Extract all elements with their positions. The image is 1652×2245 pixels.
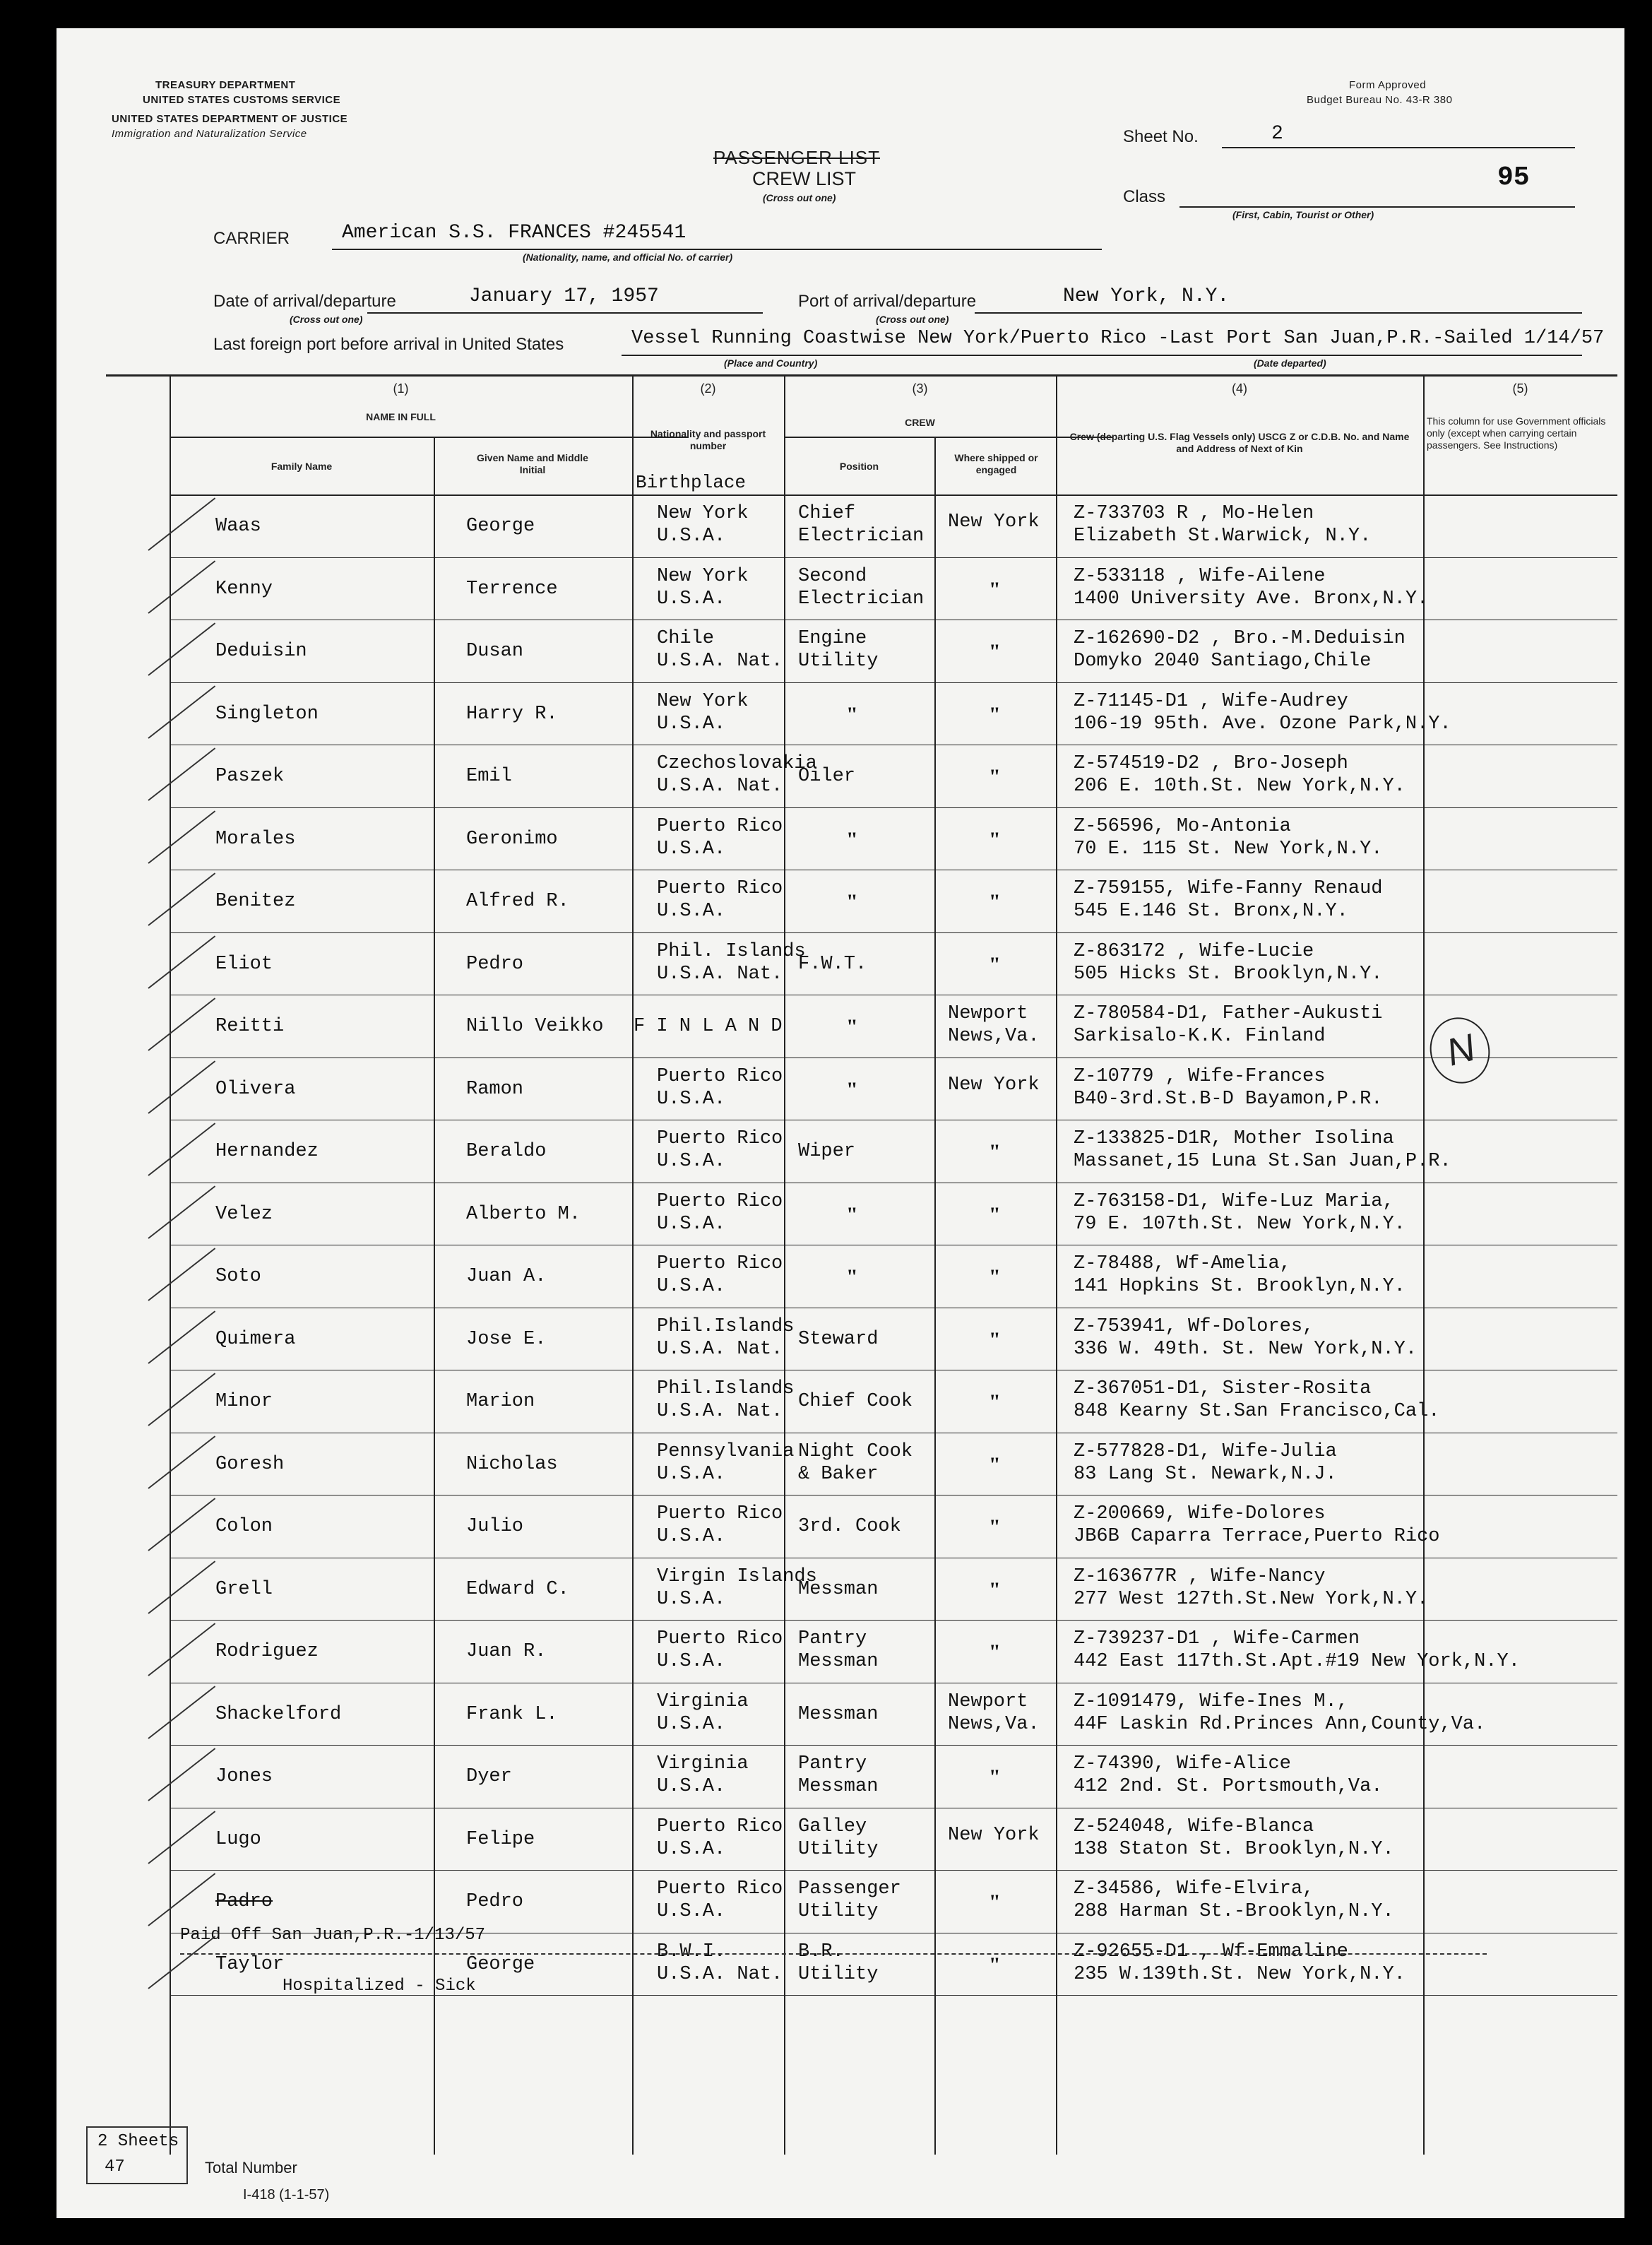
- where-shipped-line2: News,Va.: [948, 1026, 1040, 1047]
- nationality-line2: U.S.A.: [657, 1276, 726, 1297]
- where-shipped-line1: ": [989, 1765, 1001, 1789]
- next-of-kin-line2: Elizabeth St.Warwick, N.Y.: [1074, 526, 1372, 547]
- given-name: George: [466, 516, 535, 537]
- position-line1: Engine: [798, 628, 867, 649]
- col-birthplace: Birthplace: [636, 472, 747, 493]
- check-mark: [148, 935, 215, 988]
- position-line1: ": [846, 1202, 858, 1226]
- next-of-kin-line2: 545 E.146 St. Bronx,N.Y.: [1074, 901, 1348, 922]
- next-of-kin-line1: Z-71145-D1 , Wife-Audrey: [1074, 690, 1348, 712]
- given-name: Nicholas: [466, 1453, 558, 1475]
- family-name: Eliot: [215, 953, 273, 975]
- where-shipped-line1: ": [989, 1140, 1001, 1163]
- col-where-shipped: Where shipped or engaged: [954, 452, 1038, 475]
- family-name: Rodriguez: [215, 1641, 319, 1662]
- given-name: Marion: [466, 1391, 535, 1412]
- budget-bureau: Budget Bureau No. 43-R 380: [1307, 94, 1453, 106]
- position-line1: Second: [798, 565, 867, 587]
- position-line1: Passenger: [798, 1878, 901, 1900]
- col-3-number: (3): [912, 381, 928, 396]
- row-divider: [170, 682, 1617, 683]
- given-name: Ramon: [466, 1078, 524, 1100]
- position-line1: Pantry: [798, 1628, 867, 1649]
- total-number-label: Total Number: [205, 2159, 297, 2176]
- position-line1: Night Cook: [798, 1440, 913, 1462]
- where-shipped-line1: New York: [948, 511, 1040, 533]
- where-shipped-line1: ": [989, 1953, 1001, 1977]
- nationality-line1: Phil.Islands: [657, 1378, 795, 1399]
- check-mark: [148, 1873, 215, 1926]
- nationality-line1: New York: [657, 690, 749, 712]
- last-port-label: Last foreign port before arrival in United States: [213, 335, 564, 354]
- title-struck: PASSENGER LIST: [713, 147, 881, 168]
- check-mark: [148, 1560, 215, 1613]
- check-mark: [148, 747, 215, 800]
- nationality-line2: U.S.A. Nat.: [657, 776, 783, 797]
- next-of-kin-line2: JB6B Caparra Terrace,Puerto Rico: [1074, 1526, 1440, 1547]
- family-name: Padro: [215, 1891, 273, 1912]
- family-name: Taylor: [215, 1953, 285, 1975]
- paid-off-note: Paid Off San Juan,P.R.-1/13/57: [180, 1926, 486, 1945]
- check-mark: [148, 1435, 215, 1488]
- next-of-kin-line2: Domyko 2040 Santiago,Chile: [1074, 651, 1372, 672]
- row-divider: [170, 1870, 1617, 1871]
- position-line1: Chief: [798, 503, 856, 524]
- class-label: Class: [1123, 187, 1166, 206]
- next-of-kin-line2: 848 Kearny St.San Francisco,Cal.: [1074, 1401, 1440, 1422]
- where-shipped-line2: News,Va.: [948, 1713, 1040, 1735]
- row-divider: [170, 1620, 1617, 1621]
- given-name: Pedro: [466, 1891, 524, 1912]
- where-shipped-line1: ": [989, 890, 1001, 913]
- row-divider: [170, 932, 1617, 933]
- sheet-number: 2: [1271, 123, 1283, 145]
- given-name: Terrence: [466, 578, 558, 600]
- nationality-line1: Puerto Rico: [657, 815, 783, 837]
- next-of-kin-line2: 288 Harman St.-Brooklyn,N.Y.: [1074, 1901, 1394, 1922]
- next-of-kin-line2: 412 2nd. St. Portsmouth,Va.: [1074, 1776, 1383, 1797]
- check-mark: [148, 1373, 215, 1426]
- family-name: Jones: [215, 1766, 273, 1787]
- where-shipped-line1: ": [989, 827, 1001, 851]
- position-line1: ": [846, 1015, 858, 1038]
- next-of-kin-line1: Z-753941, Wf-Dolores,: [1074, 1315, 1314, 1337]
- date-label: Date of arrival/departure: [213, 292, 396, 311]
- next-of-kin-line2: Massanet,15 Luna St.San Juan,P.R.: [1074, 1151, 1451, 1172]
- given-name: Dusan: [466, 641, 524, 662]
- nationality-line1: Virginia: [657, 1753, 749, 1775]
- form-approved: Form Approved: [1349, 79, 1427, 91]
- next-of-kin-line1: Z-56596, Mo-Antonia: [1074, 815, 1291, 837]
- next-of-kin-line2: 277 West 127th.St.New York,N.Y.: [1074, 1588, 1429, 1610]
- position-line1: ": [846, 702, 858, 726]
- port-note: (Cross out one): [876, 314, 949, 325]
- next-of-kin-line1: Z-200669, Wife-Dolores: [1074, 1503, 1326, 1524]
- given-name: Frank L.: [466, 1703, 558, 1725]
- nationality-line1: Puerto Rico: [657, 1503, 783, 1524]
- position-line1: B.R.: [798, 1941, 844, 1962]
- sheet-label: Sheet No.: [1123, 127, 1199, 146]
- family-name: Morales: [215, 828, 296, 850]
- col-1-number: (1): [393, 381, 409, 396]
- nationality-line1: Puerto Rico: [657, 1878, 783, 1900]
- sheets-box: [86, 2126, 188, 2184]
- nationality-line2: U.S.A.: [657, 588, 726, 610]
- next-of-kin-line1: Z-92655-D1 , Wf-Emmaline: [1074, 1941, 1348, 1962]
- position-line1: ": [846, 1265, 858, 1289]
- check-mark: [148, 685, 215, 738]
- nationality-line1: New York: [657, 565, 749, 587]
- circled-mark-letter: N: [1442, 1026, 1480, 1074]
- nationality-line2: U.S.A.: [657, 1526, 726, 1547]
- carrier-value: American S.S. FRANCES #245541: [342, 222, 687, 244]
- family-name: Reitti: [215, 1016, 285, 1037]
- where-shipped-line1: ": [989, 952, 1001, 976]
- row-divider: [170, 807, 1617, 808]
- position-line2: Messman: [798, 1651, 879, 1672]
- nationality-line2: U.S.A.: [657, 1713, 726, 1735]
- agency-line-1: TREASURY DEPARTMENT: [155, 79, 296, 91]
- agency-line-2: UNITED STATES CUSTOMS SERVICE: [143, 94, 341, 106]
- where-shipped-line1: ": [989, 702, 1001, 726]
- family-name: Paszek: [215, 766, 285, 787]
- next-of-kin-line1: Z-163677R , Wife-Nancy: [1074, 1565, 1326, 1587]
- given-name: Edward C.: [466, 1578, 569, 1600]
- next-of-kin-line1: Z-780584-D1, Father-Aukusti: [1074, 1003, 1383, 1024]
- position-line1: ": [846, 890, 858, 913]
- place-country-note: (Place and Country): [724, 357, 818, 369]
- next-of-kin-line2: 79 E. 107th.St. New York,N.Y.: [1074, 1213, 1406, 1235]
- next-of-kin-line2: 70 E. 115 St. New York,N.Y.: [1074, 838, 1383, 860]
- next-of-kin-line1: Z-763158-D1, Wife-Luz Maria,: [1074, 1190, 1394, 1212]
- next-of-kin-line1: Z-759155, Wife-Fanny Renaud: [1074, 878, 1383, 899]
- given-name: Pedro: [466, 953, 524, 975]
- next-of-kin-line1: Z-34586, Wife-Elvira,: [1074, 1878, 1314, 1900]
- check-mark: [148, 872, 215, 925]
- date-value: January 17, 1957: [469, 285, 659, 307]
- check-mark: [148, 1686, 215, 1738]
- port-value: New York, N.Y.: [1063, 285, 1230, 307]
- next-of-kin-line2: 235 W.139th.St. New York,N.Y.: [1074, 1963, 1406, 1985]
- where-shipped-line1: Newport: [948, 1690, 1028, 1712]
- carrier-note: (Nationality, name, and official No. of carrier): [523, 251, 733, 263]
- family-name: Goresh: [215, 1453, 285, 1475]
- nationality-line2: U.S.A.: [657, 838, 726, 860]
- nationality-line2: U.S.A.: [657, 1463, 726, 1485]
- nationality-line1: Virginia: [657, 1690, 749, 1712]
- family-name: Waas: [215, 516, 261, 537]
- col-gov-use: This column for use Government officials only (except when carrying certain passengers. See Instructions): [1427, 415, 1606, 451]
- strike-through-line: [180, 1953, 1487, 1955]
- where-shipped-line1: ": [989, 1390, 1001, 1414]
- position-line1: Chief Cook: [798, 1391, 913, 1412]
- date-note: (Cross out one): [290, 314, 363, 325]
- col-given-name: Given Name and Middle Initial: [477, 452, 588, 475]
- check-mark: [148, 1185, 215, 1238]
- col-5-number: (5): [1512, 381, 1528, 396]
- family-name: Kenny: [215, 578, 273, 600]
- nationality-line2: U.S.A.: [657, 1088, 726, 1110]
- nationality-line1: New York: [657, 503, 749, 524]
- nationality-line2: U.S.A.: [657, 713, 726, 735]
- nationality-line2: U.S.A.: [657, 1651, 726, 1672]
- nationality-line2: U.S.A.: [657, 1776, 726, 1797]
- position-line1: Steward: [798, 1328, 879, 1350]
- nationality-line2: U.S.A.: [657, 1151, 726, 1172]
- nationality-line1: Puerto Rico: [657, 1253, 783, 1274]
- nationality-line2: U.S.A.: [657, 1588, 726, 1610]
- col-family-name: Family Name: [271, 461, 333, 472]
- check-mark: [148, 1060, 215, 1113]
- position-line1: 3rd. Cook: [798, 1516, 901, 1537]
- next-of-kin-line1: Z-577828-D1, Wife-Julia: [1074, 1440, 1337, 1462]
- port-label: Port of arrival/departure: [798, 292, 977, 311]
- where-shipped-line1: New York: [948, 1074, 1040, 1096]
- check-mark: [148, 1623, 215, 1676]
- position-line2: Electrician: [798, 526, 925, 547]
- position-line1: Oiler: [798, 766, 856, 787]
- next-of-kin-line2: 83 Lang St. Newark,N.J.: [1074, 1463, 1337, 1485]
- next-of-kin-line2: 106-19 95th. Ave. Ozone Park,N.Y.: [1074, 713, 1451, 735]
- next-of-kin-line1: Z-733703 R , Mo-Helen: [1074, 503, 1314, 524]
- next-of-kin-line2: Sarkisalo-K.K. Finland: [1074, 1026, 1326, 1047]
- carrier-label: CARRIER: [213, 229, 290, 248]
- nationality-line2: U.S.A. Nat.: [657, 1401, 783, 1422]
- where-shipped-line1: ": [989, 1265, 1001, 1289]
- position-line1: Wiper: [798, 1141, 856, 1162]
- nationality-line1: B.W.I.: [657, 1941, 726, 1962]
- given-name: Juan R.: [466, 1641, 547, 1662]
- given-name: Juan A.: [466, 1266, 547, 1287]
- next-of-kin-line2: 138 Staton St. Brooklyn,N.Y.: [1074, 1838, 1394, 1860]
- where-shipped-line1: New York: [948, 1824, 1040, 1846]
- nationality-line1: Puerto Rico: [657, 878, 783, 899]
- position-line1: Messman: [798, 1578, 879, 1600]
- position-line2: Utility: [798, 1963, 879, 1985]
- where-shipped-line1: ": [989, 1202, 1001, 1226]
- check-mark: [148, 497, 215, 550]
- check-mark: [148, 1248, 215, 1301]
- given-name: Nillo Veikko: [466, 1016, 604, 1037]
- form-id: I-418 (1-1-57): [243, 2187, 330, 2203]
- check-mark: [148, 810, 215, 863]
- row-divider: [170, 557, 1617, 558]
- nationality-line2: U.S.A. Nat.: [657, 651, 783, 672]
- nationality-line2: U.S.A. Nat.: [657, 1963, 783, 1985]
- position-line2: Electrician: [798, 588, 925, 610]
- nationality-line1: Pennsylvania: [657, 1440, 795, 1462]
- position-line2: Utility: [798, 1901, 879, 1922]
- family-name: Singleton: [215, 703, 319, 725]
- nationality-line2: U.S.A.: [657, 1901, 726, 1922]
- check-mark: [148, 1122, 215, 1175]
- nationality-line2: U.S.A.: [657, 901, 726, 922]
- where-shipped-line1: ": [989, 577, 1001, 601]
- nationality-line1: Puerto Rico: [657, 1815, 783, 1837]
- family-name: Benitez: [215, 891, 296, 912]
- nationality-line1: Puerto Rico: [657, 1065, 783, 1087]
- nationality-line1: Puerto Rico: [657, 1628, 783, 1649]
- position-line1: Messman: [798, 1703, 879, 1725]
- next-of-kin-line1: Z-133825-D1R, Mother Isolina: [1074, 1128, 1394, 1149]
- next-of-kin-line2: 206 E. 10th.St. New York,N.Y.: [1074, 776, 1406, 797]
- col-nationality: Nationality and passport number: [650, 428, 766, 451]
- col-4-number: (4): [1232, 381, 1247, 396]
- nationality-line1: Phil. Islands: [657, 940, 806, 962]
- next-of-kin-line2: 44F Laskin Rd.Princes Ann,County,Va.: [1074, 1713, 1486, 1735]
- family-name: Deduisin: [215, 641, 307, 662]
- cross-out-note: (Cross out one): [763, 192, 836, 203]
- next-of-kin-line1: Z-74390, Wife-Alice: [1074, 1753, 1291, 1775]
- family-name: Velez: [215, 1203, 273, 1225]
- nationality-line1: Chile: [657, 628, 715, 649]
- next-of-kin-line1: Z-524048, Wife-Blanca: [1074, 1815, 1314, 1837]
- nationality-line2: U.S.A.: [657, 1213, 726, 1235]
- next-of-kin-line1: Z-367051-D1, Sister-Rosita: [1074, 1378, 1372, 1399]
- nationality-line1: Puerto Rico: [657, 1128, 783, 1149]
- next-of-kin-line2: 336 W. 49th. St. New York,N.Y.: [1074, 1338, 1418, 1360]
- next-of-kin-line1: Z-574519-D2 , Bro-Joseph: [1074, 753, 1348, 774]
- check-mark: [148, 1811, 215, 1864]
- col-crew: CREW: [905, 417, 935, 428]
- next-of-kin-line1: Z-863172 , Wife-Lucie: [1074, 940, 1314, 962]
- position-line1: ": [846, 827, 858, 851]
- check-mark: [148, 1748, 215, 1801]
- nationality-line2: U.S.A. Nat.: [657, 1338, 783, 1360]
- crew-list-document: [57, 28, 1624, 2218]
- nationality-line2: U.S.A.: [657, 1838, 726, 1860]
- given-name: George: [466, 1953, 535, 1975]
- sheets-box-line1: 2 Sheets: [97, 2132, 179, 2151]
- nationality-line1: F I N L A N D: [634, 1016, 783, 1037]
- given-name: Harry R.: [466, 703, 558, 725]
- next-of-kin-line1: Z-533118 , Wife-Ailene: [1074, 565, 1326, 587]
- nationality-line2: U.S.A.: [657, 526, 726, 547]
- family-name: Grell: [215, 1578, 273, 1600]
- family-name: Hernandez: [215, 1141, 319, 1162]
- date-departed-note: (Date departed): [1254, 357, 1326, 369]
- family-name: Olivera: [215, 1078, 296, 1100]
- next-of-kin-line1: Z-739237-D1 , Wife-Carmen: [1074, 1628, 1360, 1649]
- family-name: Colon: [215, 1516, 273, 1537]
- nationality-line1: Virgin Islands: [657, 1565, 817, 1587]
- class-note: (First, Cabin, Tourist or Other): [1232, 209, 1374, 220]
- col-name-in-full: NAME IN FULL: [366, 411, 436, 422]
- next-of-kin-line1: Z-162690-D2 , Bro.-M.Deduisin: [1074, 628, 1406, 649]
- next-of-kin-line2: 141 Hopkins St. Brooklyn,N.Y.: [1074, 1276, 1406, 1297]
- page-title: CREW LIST: [752, 168, 857, 189]
- nationality-line2: U.S.A. Nat.: [657, 963, 783, 985]
- agency-line-4: Immigration and Naturalization Service: [112, 128, 307, 140]
- last-port-value: Vessel Running Coastwise New York/Puerto Rico -Last Port San Juan,P.R.-Sailed 1/14/57: [631, 328, 1605, 349]
- given-name: Felipe: [466, 1828, 535, 1850]
- where-shipped-line1: ": [989, 1577, 1001, 1601]
- family-name: Lugo: [215, 1828, 261, 1850]
- position-line2: Messman: [798, 1776, 879, 1797]
- check-mark: [148, 1310, 215, 1363]
- check-mark: [148, 622, 215, 675]
- sheets-box-line2: 47: [105, 2157, 125, 2176]
- row-divider: [170, 1745, 1617, 1746]
- where-shipped-line1: ": [989, 1515, 1001, 1539]
- given-name: Geronimo: [466, 828, 558, 850]
- where-shipped-line1: ": [989, 640, 1001, 663]
- next-of-kin-line2: B40-3rd.St.B-D Bayamon,P.R.: [1074, 1088, 1383, 1110]
- given-name: Beraldo: [466, 1141, 547, 1162]
- where-shipped-line1: ": [989, 1452, 1001, 1476]
- col-position: Position: [839, 461, 879, 472]
- position-line2: & Baker: [798, 1463, 879, 1485]
- position-line1: F.W.T.: [798, 953, 867, 975]
- check-mark: [148, 1498, 215, 1551]
- position-line1: ": [846, 1077, 858, 1101]
- hospitalized-note: Hospitalized - Sick: [283, 1977, 476, 1996]
- agency-line-3: UNITED STATES DEPARTMENT OF JUSTICE: [112, 113, 348, 125]
- next-of-kin-line1: Z-78488, Wf-Amelia,: [1074, 1253, 1291, 1274]
- next-of-kin-line1: Z-1091479, Wife-Ines M.,: [1074, 1690, 1348, 1712]
- family-name: Shackelford: [215, 1703, 342, 1725]
- nationality-line1: Czechoslovakia: [657, 753, 817, 774]
- where-shipped-line1: ": [989, 1890, 1001, 1914]
- position-line1: Pantry: [798, 1753, 867, 1775]
- where-shipped-line1: ": [989, 765, 1001, 788]
- next-of-kin-line2: 1400 University Ave. Bronx,N.Y.: [1074, 588, 1429, 610]
- check-mark: [148, 560, 215, 613]
- given-name: Julio: [466, 1516, 524, 1537]
- where-shipped-line1: Newport: [948, 1003, 1028, 1024]
- position-line1: Galley: [798, 1815, 867, 1837]
- col-2-number: (2): [700, 381, 716, 396]
- where-shipped-line1: ": [989, 1640, 1001, 1664]
- page-number: 95: [1497, 162, 1530, 193]
- position-line2: Utility: [798, 651, 879, 672]
- nationality-line1: Phil.Islands: [657, 1315, 795, 1337]
- nationality-line1: Puerto Rico: [657, 1190, 783, 1212]
- given-name: Jose E.: [466, 1328, 547, 1350]
- next-of-kin-line2: 505 Hicks St. Brooklyn,N.Y.: [1074, 963, 1383, 985]
- given-name: Dyer: [466, 1766, 512, 1787]
- next-of-kin-line2: 442 East 117th.St.Apt.#19 New York,N.Y.: [1074, 1651, 1520, 1672]
- next-of-kin-line1: Z-10779 , Wife-Frances: [1074, 1065, 1326, 1087]
- family-name: Quimera: [215, 1328, 296, 1350]
- family-name: Minor: [215, 1391, 273, 1412]
- family-name: Soto: [215, 1266, 261, 1287]
- check-mark: [148, 997, 215, 1050]
- position-line2: Utility: [798, 1838, 879, 1860]
- given-name: Alberto M.: [466, 1203, 581, 1225]
- given-name: Emil: [466, 766, 512, 787]
- where-shipped-line1: ": [989, 1327, 1001, 1351]
- given-name: Alfred R.: [466, 891, 569, 912]
- col-crew-departing: Crew (departing U.S. Flag Vessels only) USCG Z or C.D.B. No. and Name and Address of Next of Kin: [1069, 431, 1410, 454]
- circled-mark: [1422, 1011, 1497, 1091]
